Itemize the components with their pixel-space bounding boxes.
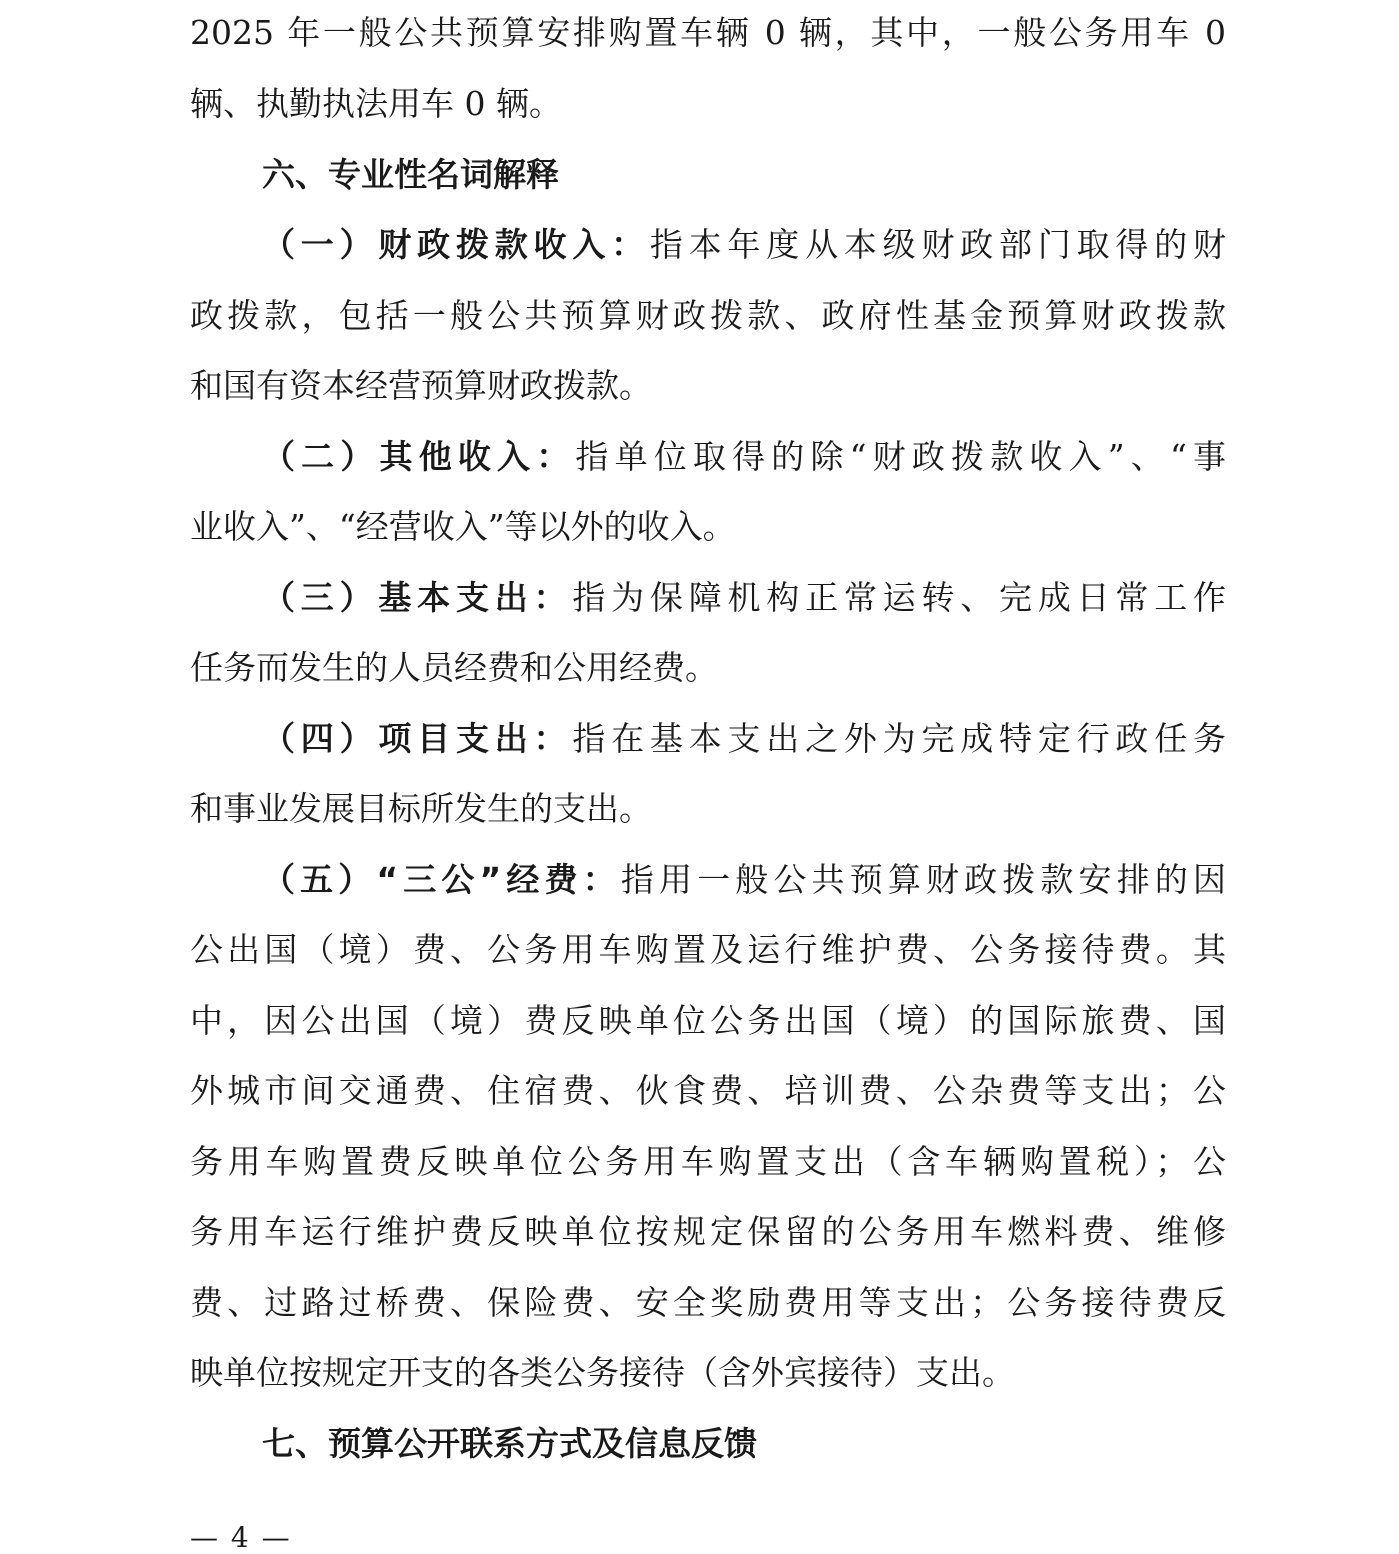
heading-text: 七、预算公开联系方式及信息反馈: [262, 1424, 757, 1463]
body-text: 务用车购置费反映单位公务用车购置支出（含车辆购置税）；公: [190, 1142, 1226, 1181]
term-caizheng-bokuan: [190, 225, 1226, 265]
body-text: 公出国（境）费、公务用车购置及运行维护费、公务接待费。其: [190, 930, 1226, 969]
body-text: 映单位按规定开支的各类公务接待（含外宾接待）支出。: [190, 1353, 1015, 1392]
section-heading-7: [190, 1424, 1226, 1464]
term-label: （一）财政拨款收入：: [262, 225, 650, 264]
body-line: [190, 1142, 1226, 1182]
body-text: 和国有资本经营预算财政拨款。: [190, 366, 652, 405]
body-line: [190, 1283, 1226, 1323]
term-jiben-zhichu: [190, 578, 1226, 618]
body-text: 中，因公出国（境）费反映单位公务出国（境）的国际旅费、国: [190, 1001, 1226, 1040]
term-qita-shouru: [190, 437, 1226, 477]
section-heading-6: [190, 155, 1226, 195]
body-line: [190, 1353, 1226, 1393]
body-text: 2025 年一般公共预算安排购置车辆 0 辆，其中，一般公务用车 0: [190, 13, 1226, 52]
term-label: （五）“三公”经费：: [262, 860, 621, 899]
body-line: [190, 296, 1226, 336]
term-definition: 指用一般公共预算财政拨款安排的因: [620, 860, 1226, 899]
term-label: （三）基本支出：: [262, 578, 573, 617]
body-text: 任务而发生的人员经费和公用经费。: [190, 648, 718, 687]
term-sangong-jingfei: [190, 860, 1226, 900]
body-line: [190, 1071, 1226, 1111]
body-text: 费、过路过桥费、保险费、安全奖励费用等支出；公务接待费反: [190, 1283, 1226, 1322]
body-line: [190, 507, 1226, 547]
term-xiangmu-zhichu: [190, 719, 1226, 759]
body-text: 业收入”、“经营收入”等以外的收入。: [190, 507, 736, 546]
body-line: [190, 1212, 1226, 1252]
heading-text: 六、专业性名词解释: [262, 155, 559, 194]
term-definition: 指单位取得的除“财政拨款收入”、“事: [575, 437, 1226, 476]
body-text: 外城市间交通费、住宿费、伙食费、培训费、公杂费等支出；公: [190, 1071, 1226, 1110]
body-line: [190, 648, 1226, 688]
body-text: 政拨款，包括一般公共预算财政拨款、政府性基金预算财政拨款: [190, 296, 1226, 335]
body-line: [190, 789, 1226, 829]
body-text: 辆、执勤执法用车 0 辆。: [190, 84, 562, 123]
term-definition: 指本年度从本级财政部门取得的财: [649, 225, 1227, 264]
body-line: [190, 366, 1226, 406]
page-number: — 4 —: [190, 1521, 292, 1554]
term-definition: 指为保障机构正常运转、完成日常工作: [572, 578, 1227, 617]
body-text: 和事业发展目标所发生的支出。: [190, 789, 652, 828]
body-line: [190, 13, 1226, 53]
body-text: 务用车运行维护费反映单位按规定保留的公务用车燃料费、维修: [190, 1212, 1226, 1251]
term-label: （四）项目支出：: [262, 719, 573, 758]
body-line: [190, 1001, 1226, 1041]
term-definition: 指在基本支出之外为完成特定行政任务: [572, 719, 1227, 758]
body-line: [190, 930, 1226, 970]
term-label: （二）其他收入：: [262, 437, 576, 476]
body-line: [190, 84, 1226, 124]
